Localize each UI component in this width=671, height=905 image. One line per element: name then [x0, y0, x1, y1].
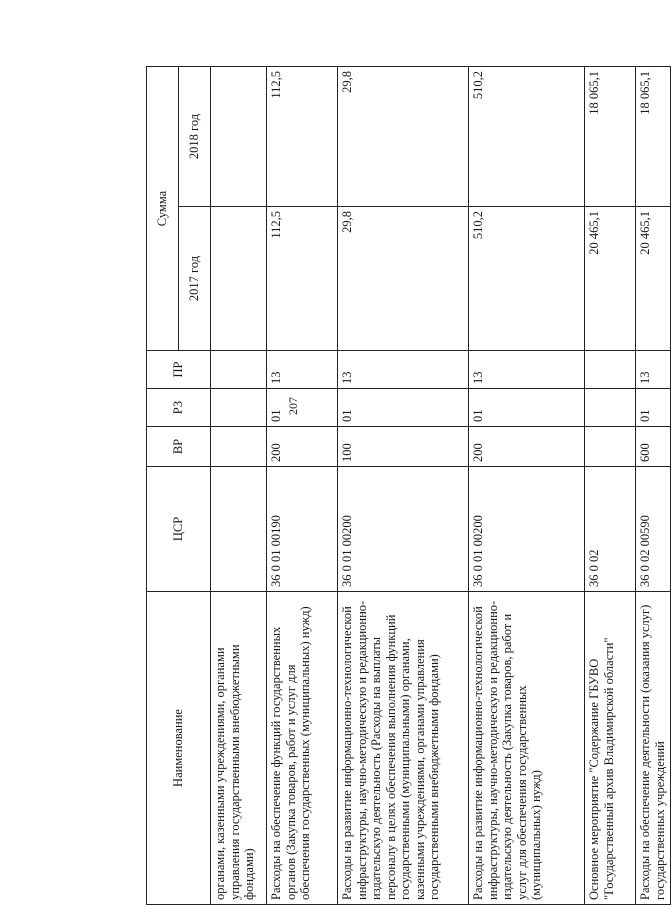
table-row [338, 67, 469, 905]
cell-csr: 36 0 01 00190 [267, 467, 338, 592]
cell-2018 [211, 67, 267, 207]
cell-2018: 510,2 [469, 67, 585, 207]
rotated-sheet [146, 67, 667, 905]
cell-name: Расходы на развитие информационно-технологической инфраструктуры, научно-методическую и редакционно-издательскую деятельность (Расходы на выплаты персоналу в целях обеспечения выполнения функций государственными (муниципальными) органами, казенными учреждениями, органами управления государственными внебюджетными фондами) [338, 592, 469, 905]
cell-2017: 112,5 [267, 207, 338, 351]
cell-name: Расходы на обеспечение деятельности (оказания услуг) государственных учреждений [636, 592, 671, 905]
cell-name: Основное мероприятие "Содержание ГБУВО "Государственный архив Владимирской области" [585, 592, 636, 905]
cell-vr: 200 [469, 427, 585, 467]
cell-pr: 13 [267, 351, 338, 389]
cell-rz [585, 389, 636, 427]
header-2017: 2017 год [179, 207, 211, 351]
cell-vr: 200 [267, 427, 338, 467]
cell-pr: 13 [469, 351, 585, 389]
table-row [469, 67, 585, 905]
header-2018: 2018 год [179, 67, 211, 207]
cell-csr: 36 0 02 [585, 467, 636, 592]
budget-table [146, 66, 671, 905]
cell-vr [211, 427, 267, 467]
header-pr: ПР [147, 351, 211, 389]
table-row [211, 67, 267, 905]
cell-2018: 18 065,1 [585, 67, 636, 207]
table-row [585, 67, 636, 905]
cell-2017: 20 465,1 [636, 207, 671, 351]
cell-2017: 20 465,1 [585, 207, 636, 351]
cell-rz: 01 [338, 389, 469, 427]
page-number: 207 [286, 397, 300, 415]
cell-2017: 29,8 [338, 207, 469, 351]
cell-csr: 36 0 02 00590 [636, 467, 671, 592]
cell-rz: 01 [267, 389, 338, 427]
cell-name: Расходы на развитие информационно-технологической инфраструктуры, научно-методическую и редакционно-издательскую деятельность (Закупка товаров, работ и услуг для обеспечения государственных (муниципальных) нужд) [469, 592, 585, 905]
header-row [147, 67, 179, 905]
cell-csr [211, 467, 267, 592]
header-rz: РЗ [147, 389, 211, 427]
cell-name: органами, казенными учреждениями, органами управления государственными внебюджетными фондами) [211, 592, 267, 905]
cell-2018: 29,8 [338, 67, 469, 207]
cell-pr [585, 351, 636, 389]
header-csr: ЦСР [147, 467, 211, 592]
cell-csr: 36 0 01 00200 [469, 467, 585, 592]
cell-vr: 600 [636, 427, 671, 467]
cell-2018: 112,5 [267, 67, 338, 207]
header-sum: Сумма [147, 67, 179, 351]
cell-2018: 18 065,1 [636, 67, 671, 207]
cell-csr: 36 0 01 00200 [338, 467, 469, 592]
cell-pr: 13 [636, 351, 671, 389]
cell-rz: 01 [636, 389, 671, 427]
cell-rz: 01 [469, 389, 585, 427]
cell-2017 [211, 207, 267, 351]
cell-name: Расходы на обеспечение функций государственных органов (Закупка товаров, работ и услуг для обеспечения государственных (муниципальных) нужд) [267, 592, 338, 905]
table-row [267, 67, 338, 905]
cell-vr [585, 427, 636, 467]
cell-pr [211, 351, 267, 389]
cell-vr: 100 [338, 427, 469, 467]
header-name: Наименование [147, 592, 211, 905]
cell-2017: 510,2 [469, 207, 585, 351]
table-row [636, 67, 671, 905]
header-vr: ВР [147, 427, 211, 467]
cell-rz [211, 389, 267, 427]
cell-pr: 13 [338, 351, 469, 389]
